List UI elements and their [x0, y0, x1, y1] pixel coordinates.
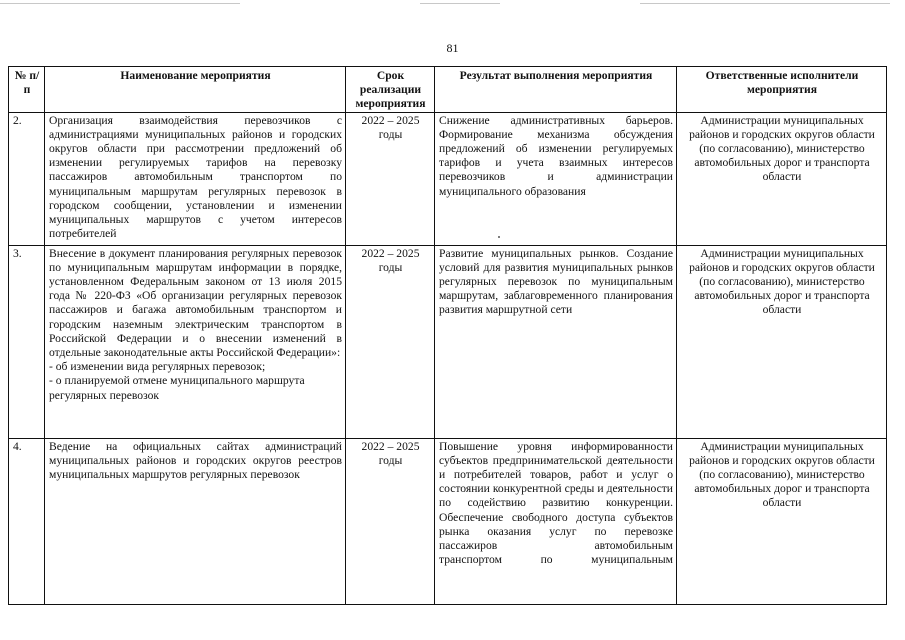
measure-subitem: - о планируемой отмене муниципального маршрута регулярных перевозок	[49, 374, 305, 402]
table-row	[9, 112, 887, 245]
header-result: Результат выполнения мероприятия	[435, 67, 677, 113]
measure-result-cut-line: транспортом по муниципальным	[439, 553, 673, 567]
measure-result: Повышение уровня информированности субъектов предпринимательской деятельности и потребителей товаров, работ и услуг о состоянии конкурентной среды и деятельности по содействию развитию конкуренции. Обеспечение свободного доступа субъектов рынка оказания услуг по перевозке пассажиров автомобильным транспортом по муниципальным	[435, 438, 677, 604]
table-row	[9, 438, 887, 604]
header-num: № п/п	[9, 67, 45, 113]
measure-executors: Администрации муниципальных районов и городских округов области (по согласованию), министерство автомобильных дорог и транспорта области	[677, 245, 887, 438]
measure-subitem: - об изменении вида регулярных перевозок;	[49, 360, 266, 374]
measure-name: Внесение в документ планирования регулярных перевозок по муниципальным маршрутам информации в порядке, установленном Федеральным законом от 13 июля 2015 года № 220-ФЗ «Об организации регулярных перевозок пассажиров и багажа автомобильным транспортом и городским наземным электрическим транспортом в Российской Федерации и о внесении изменений в отдельные законодательные акты Российской Федерации»: - об изменении вида регулярных перевозок; - о планируемой отмене муниципального маршрута регулярных перевозок	[45, 245, 346, 438]
measure-result: Развитие муниципальных рынков. Создание условий для развития муниципальных рынков регулярных перевозок по муниципальным маршрутам, заблаговременного планирования развития маршрутной сети	[435, 245, 677, 438]
page-number: 81	[446, 41, 459, 55]
top-rule-middle	[420, 3, 500, 4]
row-number: 3.	[9, 245, 45, 438]
measure-executors: Администрации муниципальных районов и городских округов области (по согласованию), министерство автомобильных дорог и транспорта области	[677, 438, 887, 604]
measure-term: 2022 – 2025 годы	[346, 112, 435, 245]
row-number: 2.	[9, 112, 45, 245]
top-rule-left	[0, 3, 240, 4]
header-executors: Ответственные исполнители мероприятия	[677, 67, 887, 113]
scan-speck	[498, 236, 500, 238]
measure-executors: Администрации муниципальных районов и городских округов области (по согласованию), министерство автомобильных дорог и транспорта области	[677, 112, 887, 245]
measure-term: 2022 – 2025 годы	[346, 245, 435, 438]
measure-name: Ведение на официальных сайтах администраций муниципальных районов и городских округов реестров муниципальных маршрутов регулярных перевозок	[45, 438, 346, 604]
header-name: Наименование мероприятия	[45, 67, 346, 113]
measure-term: 2022 – 2025 годы	[346, 438, 435, 604]
table-row	[9, 245, 887, 438]
measures-table	[8, 66, 887, 605]
table-header-row	[9, 67, 887, 113]
top-rule-right	[640, 3, 890, 4]
row-number: 4.	[9, 438, 45, 604]
header-term: Срок реализации мероприятия	[346, 67, 435, 113]
measure-result: Снижение административных барьеров. Формирование механизма обсуждения предложений об изменении регулируемых тарифов и учета взаимных интересов перевозчиков и администрации муниципального образования	[435, 112, 677, 245]
measure-name: Организация взаимодействия перевозчиков с администрациями муниципальных районов и городских округов области при рассмотрении предложений об изменении регулируемых тарифов на перевозку пассажиров автомобильным транспортом по муниципальным маршрутам регулярных перевозок в городском сообщении, установлении и изменении муниципальных маршрутов с учетом интересов потребителей	[45, 112, 346, 245]
